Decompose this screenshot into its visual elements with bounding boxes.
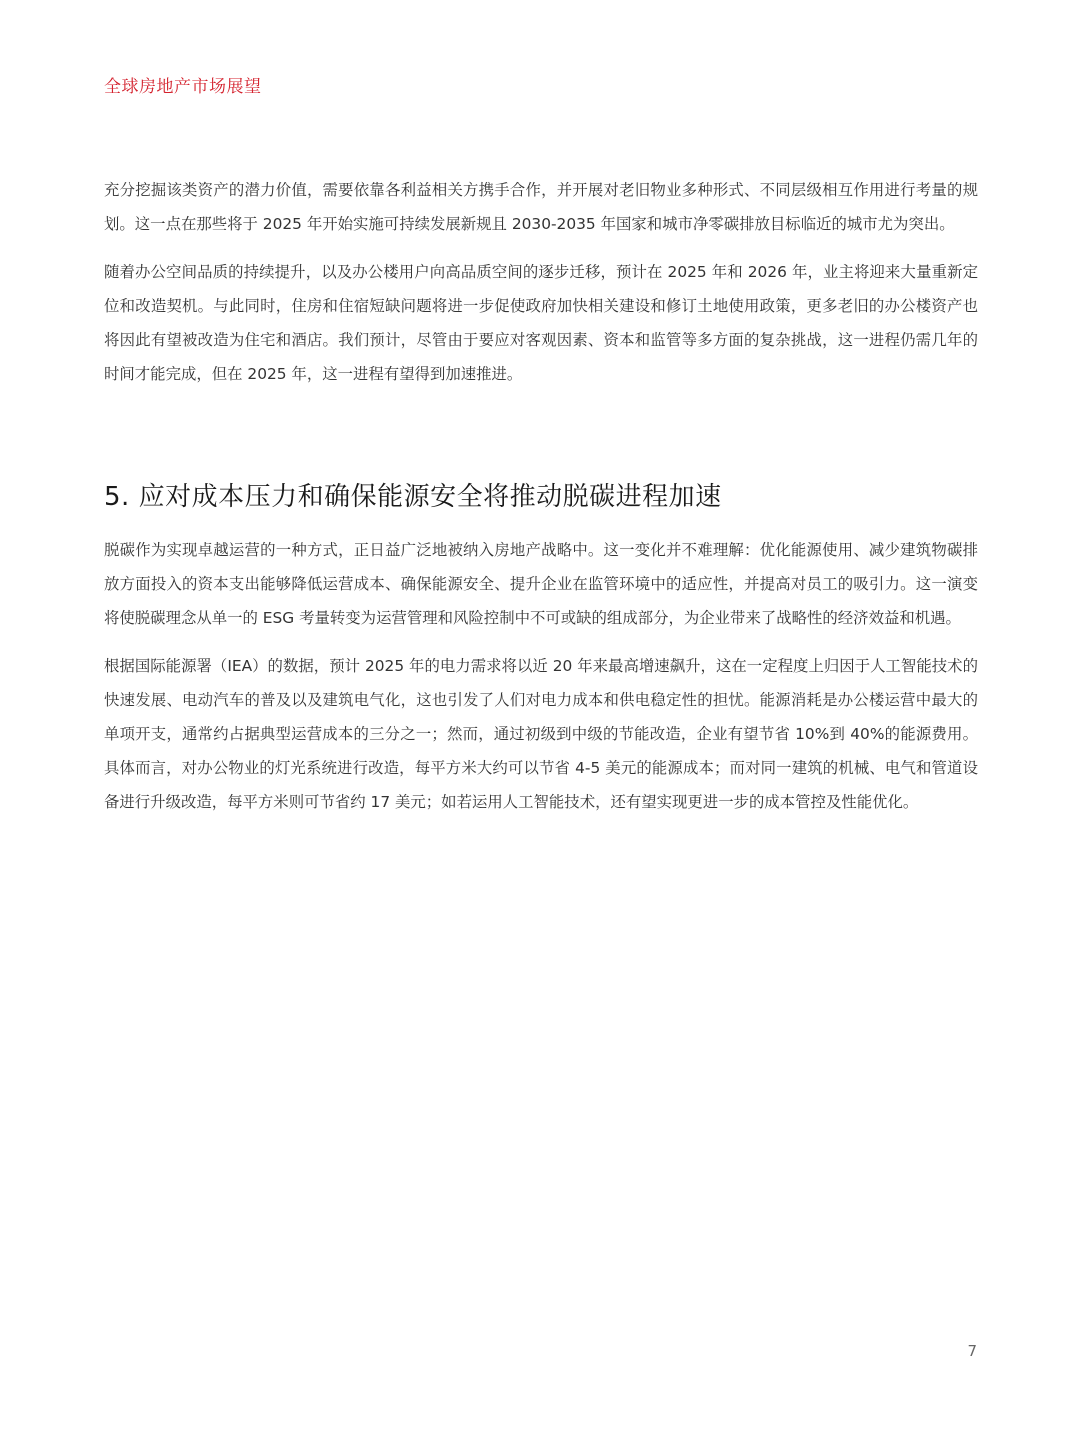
running-header-title: 全球房地产市场展望 [104,77,262,97]
page-number: 7 [967,1342,977,1360]
section-5-heading: 5. 应对成本压力和确保能源安全将推动脱碳进程加速 [104,482,722,512]
intro-paragraph-2: 随着办公空间品质的持续提升，以及办公楼用户向高品质空间的逐步迁移，预计在 2025 年和 2026 年，业主将迎来大量重新定位和改造契机。与此同时，住房和住宿短缺问题将进一步促使政府加快相关建设和修订土地使用政策，更多老旧的办公楼资产也将因此有望被改造为住宅和酒店。我们预计，尽管由于要应对客观因素、资本和监管等多方面的复杂挑战，这一进程仍需几年的时间才能完成，但在 2025 年，这一进程有望得到加速推进。 [104,263,978,383]
intro-text-block [104,173,978,405]
intro-paragraph-1: 充分挖掘该类资产的潜力价值，需要依靠各利益相关方携手合作，并开展对老旧物业多种形式、不同层级相互作用进行考量的规划。这一点在那些将于 2025 年开始实施可持续发展新规且 2030-2035 年国家和城市净零碳排放目标临近的城市尤为突出。 [104,181,978,233]
section-5-paragraph-1: 脱碳作为实现卓越运营的一种方式，正日益广泛地被纳入房地产战略中。这一变化并不难理解：优化能源使用、减少建筑物碳排放方面投入的资本支出能够降低运营成本、确保能源安全、提升企业在监管环境中的适应性，并提高对员工的吸引力。这一演变将使脱碳理念从单一的 ESG 考量转变为运营管理和风险控制中不可或缺的组成部分，为企业带来了战略性的经济效益和机遇。 [104,541,978,627]
section-5-paragraph-2: 根据国际能源署（IEA）的数据，预计 2025 年的电力需求将以近 20 年来最高增速飙升，这在一定程度上归因于人工智能技术的快速发展、电动汽车的普及以及建筑电气化，这也引发了人们对电力成本和供电稳定性的担忧。能源消耗是办公楼运营中最大的单项开支，通常约占据典型运营成本的三分之一；然而，通过初级到中级的节能改造，企业有望节省 10%到 40%的能源费用。具体而言，对办公物业的灯光系统进行改造，每平方米大约可以节省 4-5 美元的能源成本；而对同一建筑的机械、电气和管道设备进行升级改造，每平方米则可节省约 17 美元；如若运用人工智能技术，还有望实现更进一步的成本管控及性能优化。 [104,657,978,811]
section-5-text-block [104,533,978,833]
